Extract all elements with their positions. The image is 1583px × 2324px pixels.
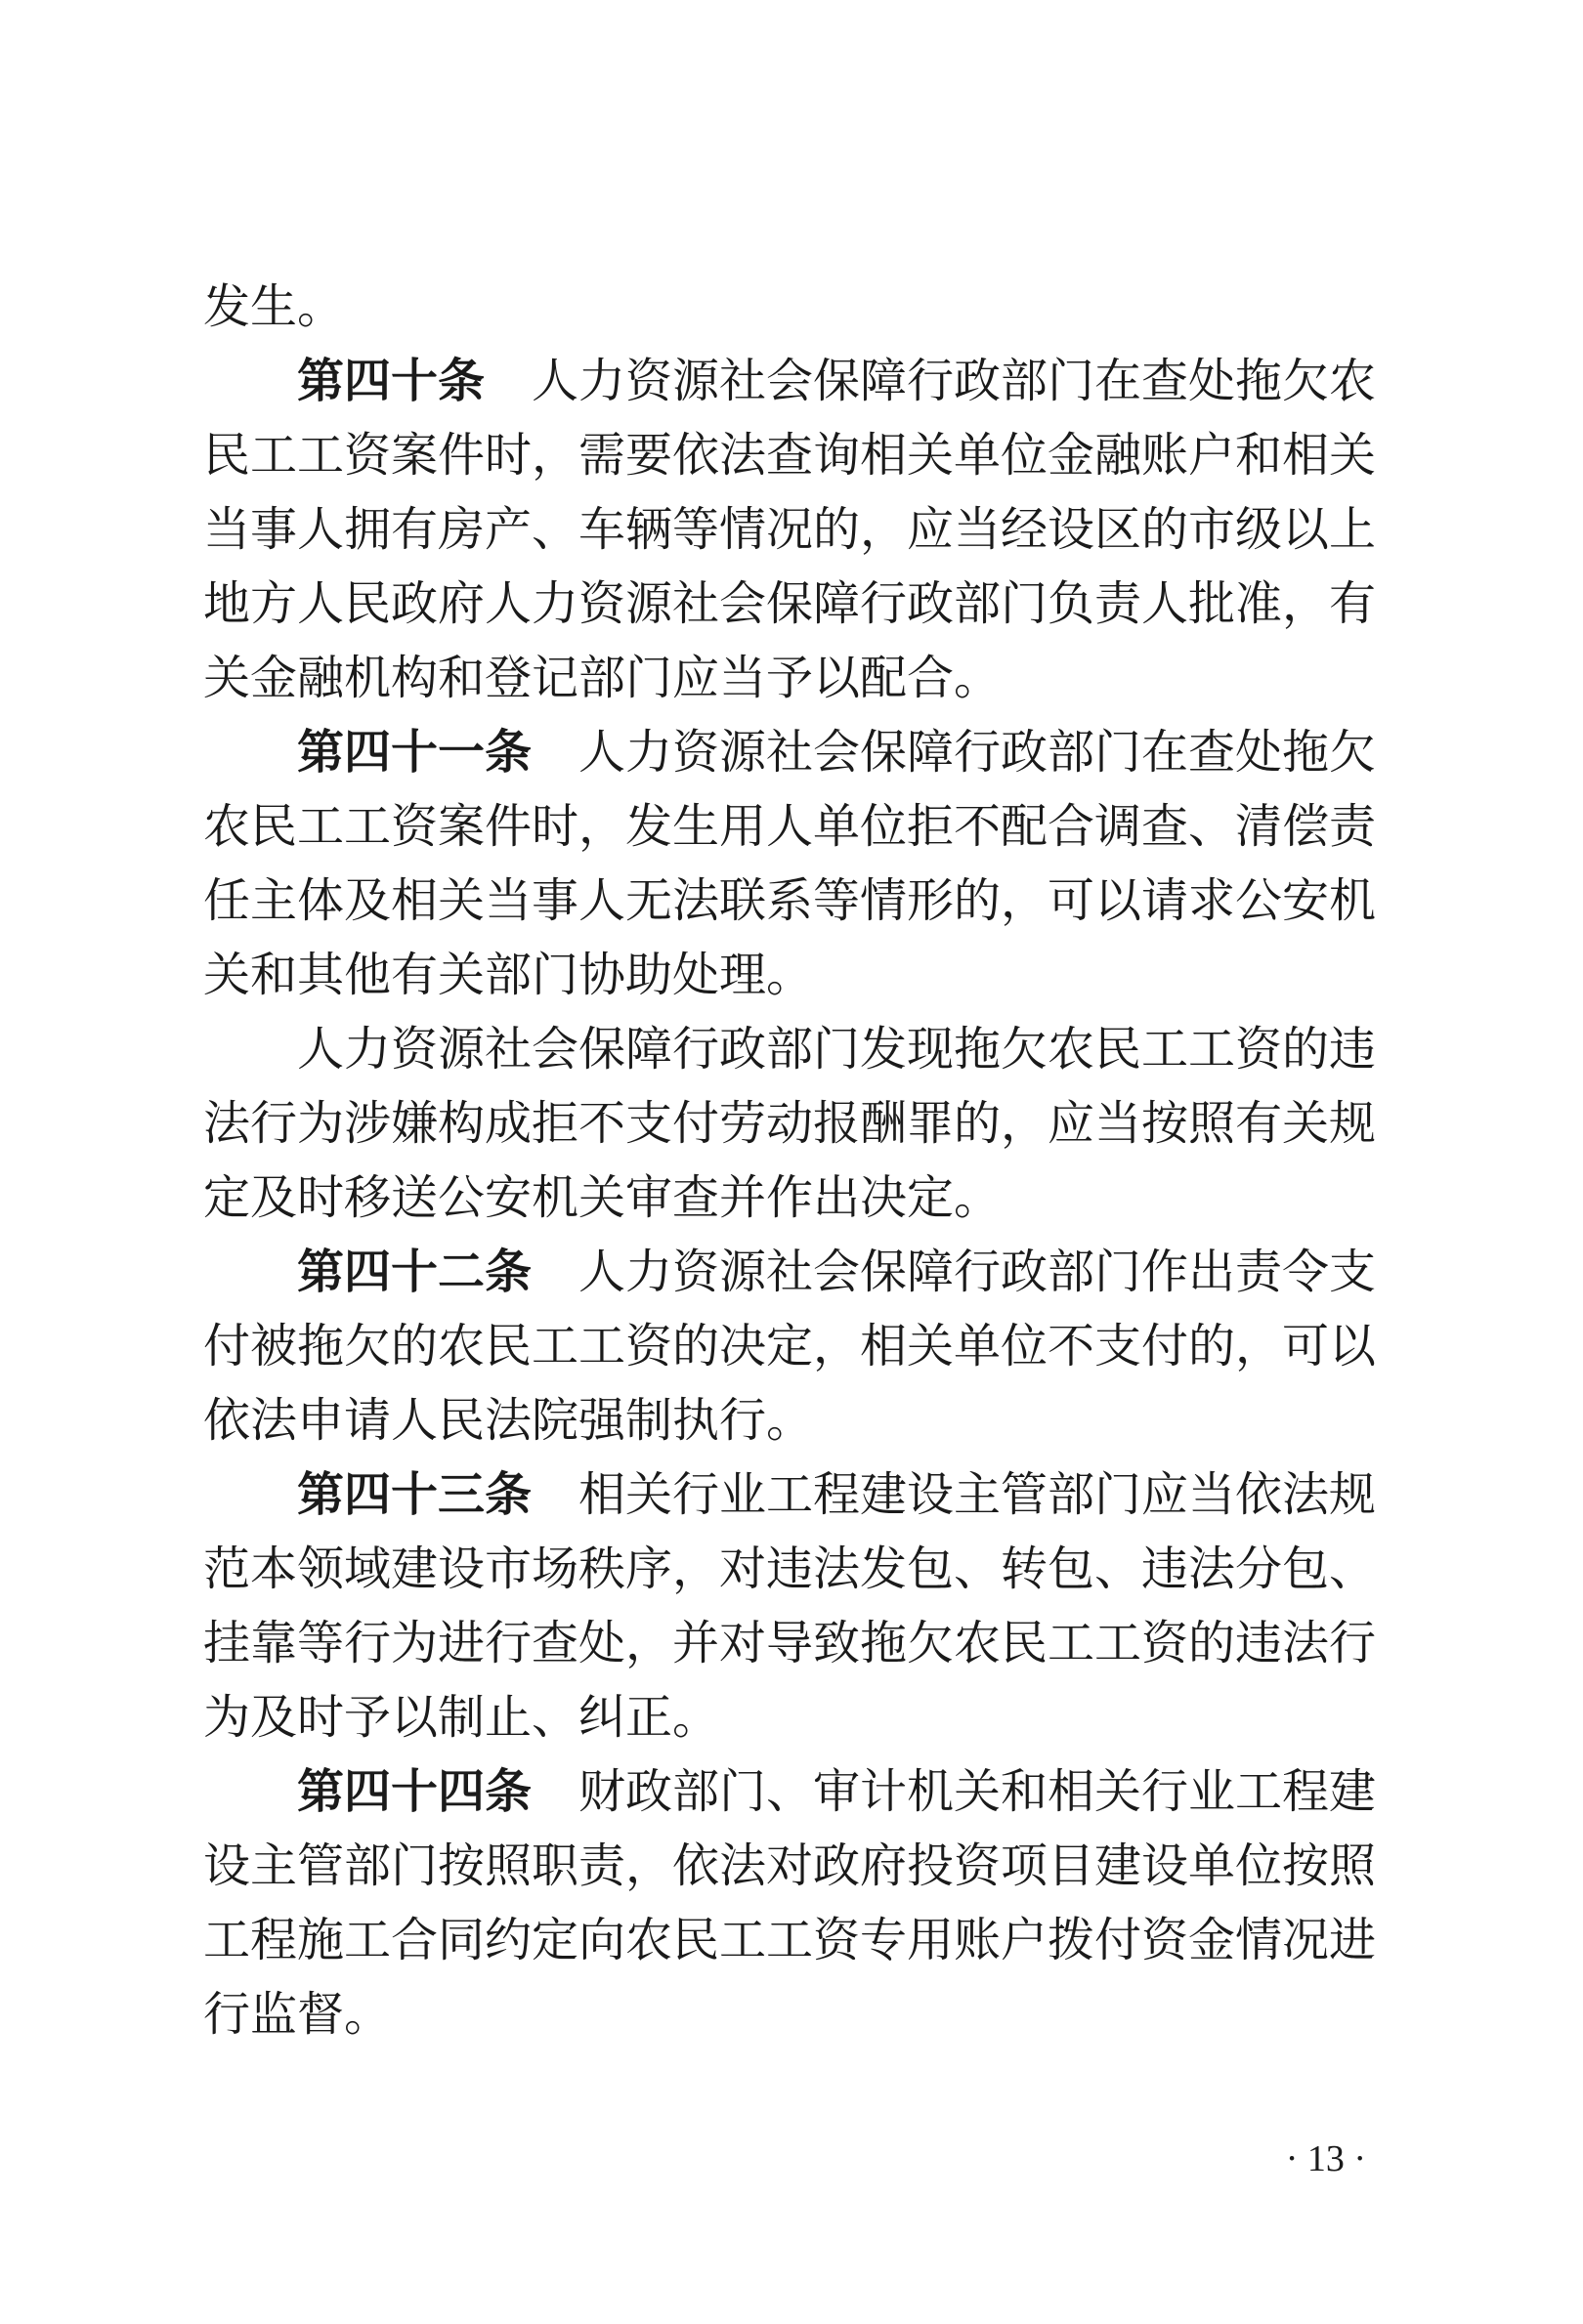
article-first-line — [203, 1235, 1377, 1309]
article-first-line — [203, 1458, 1377, 1532]
text-line — [203, 1532, 1377, 1606]
line-text: 关和其他有关部门协助处理。 — [203, 948, 814, 1002]
text-line — [203, 567, 1377, 641]
article-first-line — [203, 344, 1377, 418]
text-line — [203, 1309, 1377, 1383]
article-first-line — [203, 715, 1377, 789]
text-line — [203, 1977, 1366, 2051]
text-line — [203, 1161, 1366, 1235]
article-number: 第四十四条 — [297, 1764, 533, 1819]
text-line — [203, 418, 1377, 492]
line-text: 人力资源社会保障行政部门发现拖欠农民工工资的违 — [297, 1022, 1377, 1077]
line-text: 范本领域建设市场秩序，对违法发包、转包、违法分包、 — [203, 1542, 1377, 1596]
text-line — [203, 864, 1377, 938]
article-number: 第四十二条 — [297, 1245, 533, 1299]
article-number: 第四十条 — [297, 354, 486, 408]
line-text: 地方人民政府人力资源社会保障行政部门负责人批准，有 — [203, 576, 1377, 631]
line-text: 人力资源社会保障行政部门在查处拖欠 — [578, 725, 1377, 780]
page-number: · 13 · — [1285, 2138, 1366, 2179]
line-text: 任主体及相关当事人无法联系等情形的，可以请求公安机 — [203, 873, 1377, 928]
line-text: 依法申请人民法院强制执行。 — [203, 1393, 814, 1448]
article-number: 第四十一条 — [297, 725, 533, 780]
text-line — [203, 641, 1366, 715]
text-line — [203, 1680, 1366, 1754]
document-body — [203, 270, 1377, 2051]
line-text: 农民工工资案件时，发生用人单位拒不配合调查、清偿责 — [203, 799, 1377, 854]
line-text: 法行为涉嫌构成拒不支付劳动报酬罪的，应当按照有关规 — [203, 1096, 1377, 1151]
text-line — [203, 1903, 1377, 1977]
text-line — [203, 938, 1366, 1012]
article-first-line — [203, 1754, 1377, 1829]
line-text: 设主管部门按照职责，依法对政府投资项目建设单位按照 — [203, 1838, 1377, 1893]
text-line — [203, 1383, 1366, 1458]
text-line — [203, 1086, 1377, 1161]
line-text: 民工工资案件时，需要依法查询相关单位金融账户和相关 — [203, 428, 1377, 483]
line-text: 人力资源社会保障行政部门在查处拖欠农 — [532, 354, 1377, 408]
line-text: 当事人拥有房产、车辆等情况的，应当经设区的市级以上 — [203, 502, 1377, 557]
paragraph-first-line — [203, 1012, 1377, 1086]
article-number: 第四十三条 — [297, 1467, 533, 1522]
line-text: 为及时予以制止、纠正。 — [203, 1690, 720, 1745]
line-text: 定及时移送公安机关审查并作出决定。 — [203, 1170, 1002, 1225]
line-text: 相关行业工程建设主管部门应当依法规 — [578, 1467, 1377, 1522]
line-text: 行监督。 — [203, 1987, 392, 2042]
text-line — [203, 1829, 1377, 1903]
line-text: 付被拖欠的农民工工资的决定，相关单位不支付的，可以 — [203, 1319, 1377, 1373]
line-text: 工程施工合同约定向农民工工资专用账户拨付资金情况进 — [203, 1913, 1377, 1967]
text-line — [203, 789, 1377, 864]
text-line — [203, 1606, 1377, 1680]
text-line — [203, 492, 1377, 567]
line-text: 挂靠等行为进行查处，并对导致拖欠农民工工资的违法行 — [203, 1616, 1377, 1670]
line-text: 关金融机构和登记部门应当予以配合。 — [203, 651, 1002, 705]
text-line — [203, 270, 1366, 344]
line-text: 人力资源社会保障行政部门作出责令支 — [578, 1245, 1377, 1299]
line-text: 发生。 — [203, 279, 345, 334]
line-text: 财政部门、审计机关和相关行业工程建 — [578, 1764, 1377, 1819]
